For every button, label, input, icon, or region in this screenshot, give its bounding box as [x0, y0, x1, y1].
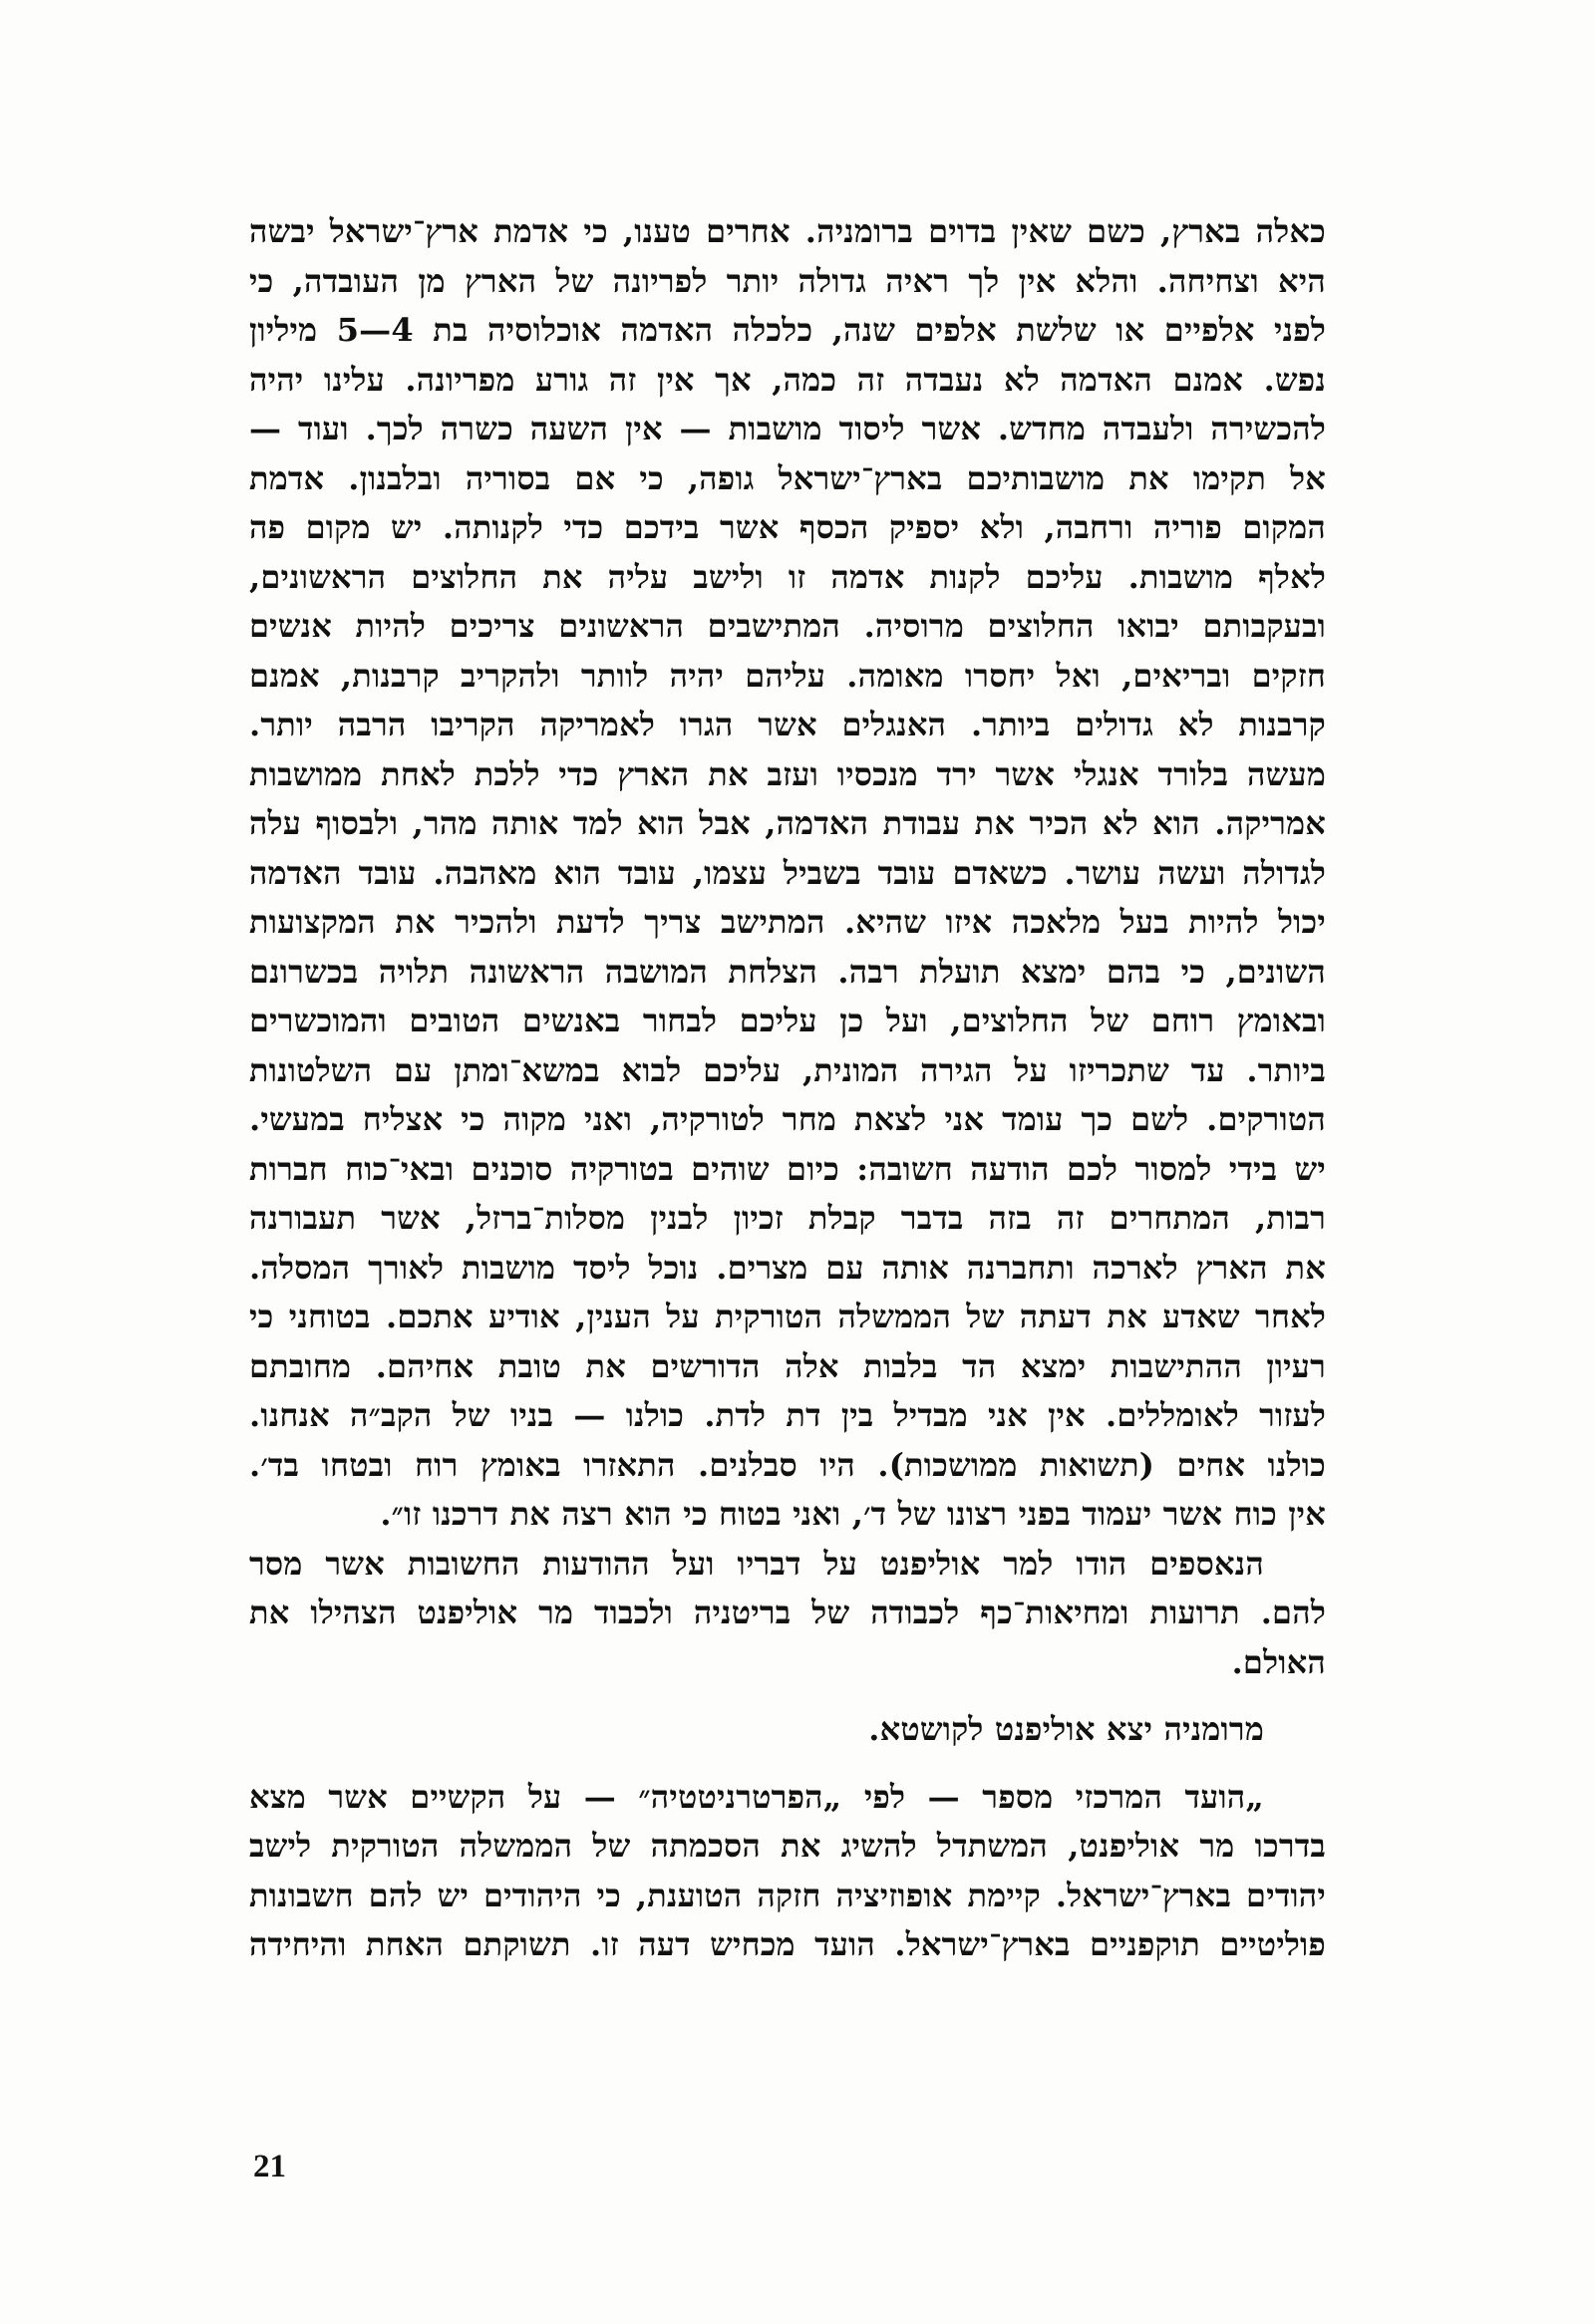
text-line: לפני אלפיים או שלשת אלפים שנה, כלכלה האדמה אוכלוסיה בת 4—5 מיליון — [249, 311, 1327, 349]
text-line: רעיון ההתישבות ימצא הד בלבות אלה הדורשים את טובת אחיהם. מחובתם — [249, 1346, 1326, 1385]
text-line: הטורקים. לשם כך עומד אני לצאת מחר לטורקיה, ואני מקוה כי אצליח במעשי. — [249, 1100, 1326, 1138]
text-line: השונים, כי בהם ימצא תועלת רבה. הצלחת המושבה הראשונה תלויה בכשרונם — [249, 952, 1326, 991]
page-number: 21 — [253, 2149, 286, 2184]
text-line: אמריקה. הוא לא הכיר את עבודת האדמה, אבל הוא למד אותה מהר, ולבסוף עלה — [249, 804, 1326, 842]
text-line: לעזור לאומללים. אין אני מבדיל בין דת לדת. כולנו — בניו של הקב״ה אנחנו. — [249, 1396, 1326, 1434]
text-line: כולנו אחים (תשואות ממושכות). היו סבלנים. התאזרו באומץ רוח ובטחו בד׳. — [249, 1445, 1326, 1484]
paragraph-gap — [249, 1687, 1326, 1705]
text-line: ובעקבותם יבואו החלוצים מרוסיה. המתישבים הראשונים צריכים להיות אנשים — [249, 607, 1326, 645]
text-line: היא וצחיחה. והלא אין לך ראיה גדולה יותר לפריונה של הארץ מן העובדה, כי — [249, 261, 1326, 300]
text-line: פוליטיים תוקפניים בארץ־ישראל. הועד מכחיש דעה זו. תשוקתם האחת והיחידה — [249, 1925, 1326, 1963]
text-line: להם. תרועות ומחיאות־כף לכבודה של בריטניה ולכבוד מר אוליפנט הצהילו את — [249, 1594, 1326, 1631]
text-line: מעשה בלורד אנגלי אשר ירד מנכסיו ועזב את הארץ כדי ללכת לאחת ממושבות — [249, 754, 1326, 793]
text-line: בדרכו מר אוליפנט, המשתדל להשיג את הסכמתה של הממשלה הטורקית לישב — [249, 1827, 1326, 1865]
text-line: יהודים בארץ־ישראל. קיימת אופוזיציה חזקה הטוענת, כי היהודים יש להם חשבונות — [249, 1876, 1326, 1914]
text-line: חזקים ובריאים, ואל יחסרו מאומה. עליהם יהיה לוותר ולהקריב קרבנות, אמנם — [249, 656, 1326, 695]
text-line: ובאומץ רוחם של החלוצים, ועל כן עליכם לבחור באנשים הטובים והמוכשרים — [249, 1002, 1326, 1039]
text-line: את הארץ לארכה ותחברנה אותה עם מצרים. נוכל ליסד מושבות לאורך המסלה. — [249, 1248, 1326, 1287]
text-line: לאלף מושבות. עליכם לקנות אדמה זו ולישב עליה את החלוצים הראשונים, — [249, 557, 1326, 596]
text-line: האולם. — [1231, 1642, 1326, 1681]
text-line: קרבנות לא גדולים ביותר. האנגלים אשר הגרו לאמריקה הקריבו הרבה יותר. — [249, 706, 1326, 743]
text-line: נפש. אמנם האדמה לא נעבדה זה כמה, אך אין זה גורע מפריונה. עלינו יהיה — [249, 360, 1326, 399]
text-line: אל תקימו את מושבותיכם בארץ־ישראל גופה, כי אם בסוריה ובלבנון. אדמת — [249, 458, 1326, 497]
text-line: להכשירה ולעבדה מחדש. אשר ליסוד מושבות — אין השעה כשרה לכך. ועוד — — [249, 410, 1326, 447]
text-line: המקום פוריה ורחבה, ולא יספיק הכסף אשר בידכם כדי לקנותה. יש מקום פה — [249, 508, 1326, 546]
text-line: ביותר. עד שתכריזו על הגירה המונית, עליכם לבוא במשא־ומתן עם השלטונות — [249, 1050, 1326, 1089]
paragraph-gap — [249, 1755, 1326, 1773]
text-line: „הועד המרכזי מספר — לפי „הפרטרניטטיה״ — על הקשיים אשר מצא — [249, 1777, 1264, 1816]
text-line: כאלה בארץ, כשם שאין בדוים ברומניה. אחרים טענו, כי אדמת ארץ־ישראל יבשה — [249, 212, 1326, 250]
body-text — [249, 207, 1326, 1970]
text-line: יכול להיות בעל מלאכה איזו שהיא. המתישב צריך לדעת ולהכיר את המקצועות — [249, 903, 1326, 941]
text-line: אין כוח אשר יעמוד בפני רצונו של ד׳, ואני בטוח כי הוא רצה את דרכנו זו״. — [380, 1495, 1326, 1533]
text-line: לגדולה ועשה עושר. כשאדם עובד בשביל עצמו, עובד הוא מאהבה. עובד האדמה — [249, 853, 1326, 892]
text-line: הנאספים הודו למר אוליפנט על דבריו ועל ההודעות החשובות אשר מסר — [249, 1544, 1264, 1583]
text-line: לאחר שאדע את דעתה של הממשלה הטורקית על הענין, אודיע אתכם. בטוחני כי — [249, 1298, 1326, 1335]
text-line: רבות, המתחרים זה בזה בדבר קבלת זכיון לבנין מסלות־ברזל, אשר תעבורנה — [249, 1199, 1326, 1237]
text-line: יש בידי למסור לכם הודעה חשובה: כיום שוהים בטורקיה סוכנים ובאי־כוח חברות — [249, 1149, 1326, 1188]
text-line: מרומניה יצא אוליפנט לקושטא. — [868, 1710, 1264, 1748]
